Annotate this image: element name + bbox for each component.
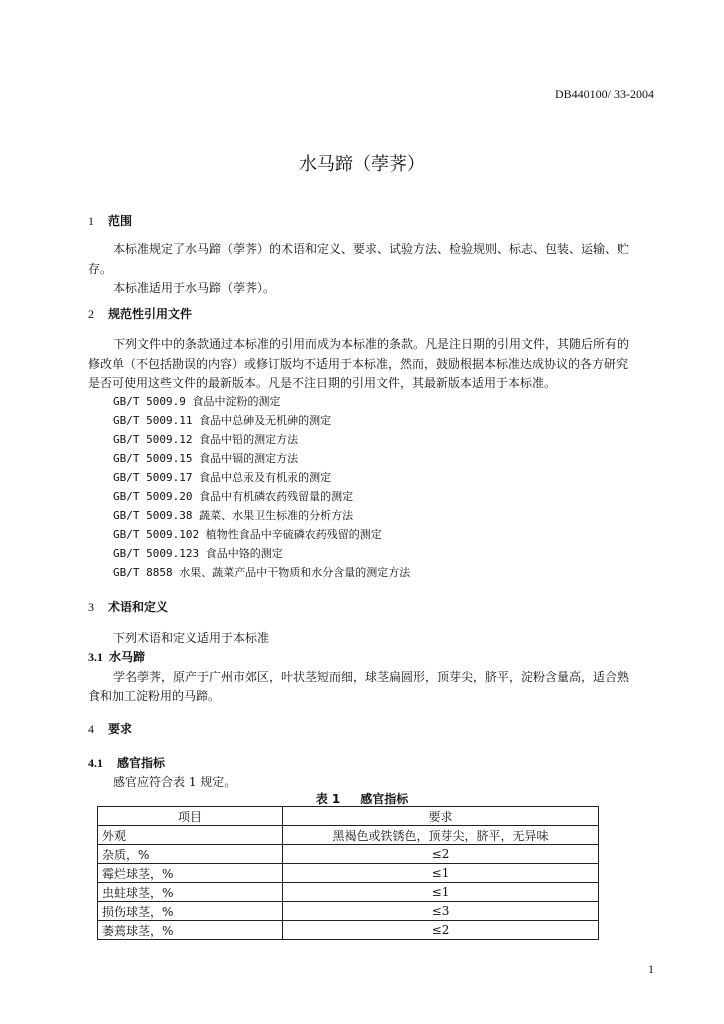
- section-title: 要求: [108, 722, 133, 736]
- subsection-title: 水马蹄: [109, 650, 146, 664]
- reference-item: GB/T 5009.9 食品中淀粉的测定: [113, 395, 281, 408]
- paragraph-line: 食和加工淀粉用的马蹄。: [88, 689, 221, 703]
- subsection-3-1-heading: [88, 648, 145, 665]
- reference-item: GB/T 5009.123 食品中铬的测定: [113, 547, 283, 560]
- table-header-row: [98, 807, 599, 826]
- document-code: DB440100/ 33-2004: [555, 87, 654, 101]
- column-header: 项目: [98, 807, 283, 826]
- section-title: 范围: [108, 214, 133, 228]
- table-cell-item: 萎蔫球茎，%: [98, 921, 283, 940]
- table-cell-item: 损伤球茎，%: [98, 902, 283, 921]
- table-title: 感官指标: [360, 792, 409, 806]
- table-row: [98, 921, 599, 940]
- reference-item: GB/T 5009.102 植物性食品中辛硫磷农药残留的测定: [113, 528, 382, 541]
- reference-item: GB/T 8858 水果、蔬菜产品中干物质和水分含量的测定方法: [113, 566, 411, 579]
- paragraph-line: 本标准适用于水马蹄（荸荠）。: [113, 281, 276, 295]
- section-number: 3: [88, 600, 94, 614]
- table-row: [98, 864, 599, 883]
- paragraph-line: 下列术语和定义适用于本标准: [113, 631, 270, 645]
- section-1-heading: [88, 212, 132, 229]
- section-4-heading: [88, 720, 132, 737]
- reference-item: GB/T 5009.12 食品中铅的测定方法: [113, 433, 299, 446]
- subsection-title: 感官指标: [117, 756, 166, 770]
- table-cell-requirement: ≤1: [283, 864, 599, 883]
- paragraph-line: 存。: [88, 262, 113, 276]
- subsection-number: 3.1: [88, 650, 103, 664]
- reference-item: GB/T 5009.11 食品中总砷及无机砷的测定: [113, 414, 332, 427]
- section-title: 术语和定义: [108, 600, 169, 614]
- table-cell-requirement: 黑褐色或铁锈色，顶芽尖，脐平，无异味: [283, 826, 599, 845]
- reference-item: GB/T 5009.17 食品中总汞及有机汞的测定: [113, 471, 332, 484]
- table-row: [98, 883, 599, 902]
- section-3-heading: [88, 598, 168, 615]
- paragraph-line: 下列文件中的条款通过本标准的引用而成为本标准的条款。凡是注日期的引用文件，其随后所有的: [113, 337, 630, 351]
- sensory-index-table: [97, 806, 599, 940]
- column-header: 要求: [283, 807, 599, 826]
- paragraph-line: 感官应符合表 1 规定。: [113, 775, 237, 789]
- subsection-number: 4.1: [88, 756, 103, 770]
- table-row: [98, 826, 599, 845]
- document-title: 水马蹄（荸荠）: [299, 154, 425, 175]
- section-number: 4: [88, 722, 94, 736]
- paragraph-line: 修改单（不包括勘误的内容）或修订版均不适用于本标准，然而，鼓励根据本标准达成协议的各方研究: [88, 357, 629, 371]
- page-number: 1: [648, 962, 654, 976]
- subsection-4-1-heading: [88, 754, 165, 771]
- table-cell-requirement: ≤3: [283, 902, 599, 921]
- paragraph-line: 本标准规定了水马蹄（荸荠）的术语和定义、要求、试验方法、检验规则、标志、包装、运输、贮: [113, 242, 630, 256]
- table-cell-requirement: ≤1: [283, 883, 599, 902]
- paragraph-line: 学名荸荠，原产于广州市郊区，叶状茎短而细，球茎扁圆形，顶芽尖，脐平，淀粉含量高，适合熟: [113, 670, 630, 684]
- table-number: 表 1: [315, 792, 341, 806]
- reference-item: GB/T 5009.38 蔬菜、水果卫生标准的分析方法: [113, 509, 354, 522]
- section-number: 1: [88, 214, 94, 228]
- reference-item: GB/T 5009.20 食品中有机磷农药残留量的测定: [113, 490, 354, 503]
- reference-item: GB/T 5009.15 食品中镉的测定方法: [113, 452, 299, 465]
- table-cell-item: 杂质，%: [98, 845, 283, 864]
- paragraph-line: 是否可使用这些文件的最新版本。凡是不注日期的引用文件，其最新版本适用于本标准。: [88, 376, 557, 390]
- table-cell-requirement: ≤2: [283, 921, 599, 940]
- table-cell-item: 霉烂球茎，%: [98, 864, 283, 883]
- table-cell-item: 虫蛀球茎，%: [98, 883, 283, 902]
- section-2-heading: [88, 305, 192, 322]
- table-row: [98, 845, 599, 864]
- table-caption: [0, 790, 724, 807]
- table-row: [98, 902, 599, 921]
- section-number: 2: [88, 307, 94, 321]
- table-cell-requirement: ≤2: [283, 845, 599, 864]
- section-title: 规范性引用文件: [108, 307, 193, 321]
- table-cell-item: 外观: [98, 826, 283, 845]
